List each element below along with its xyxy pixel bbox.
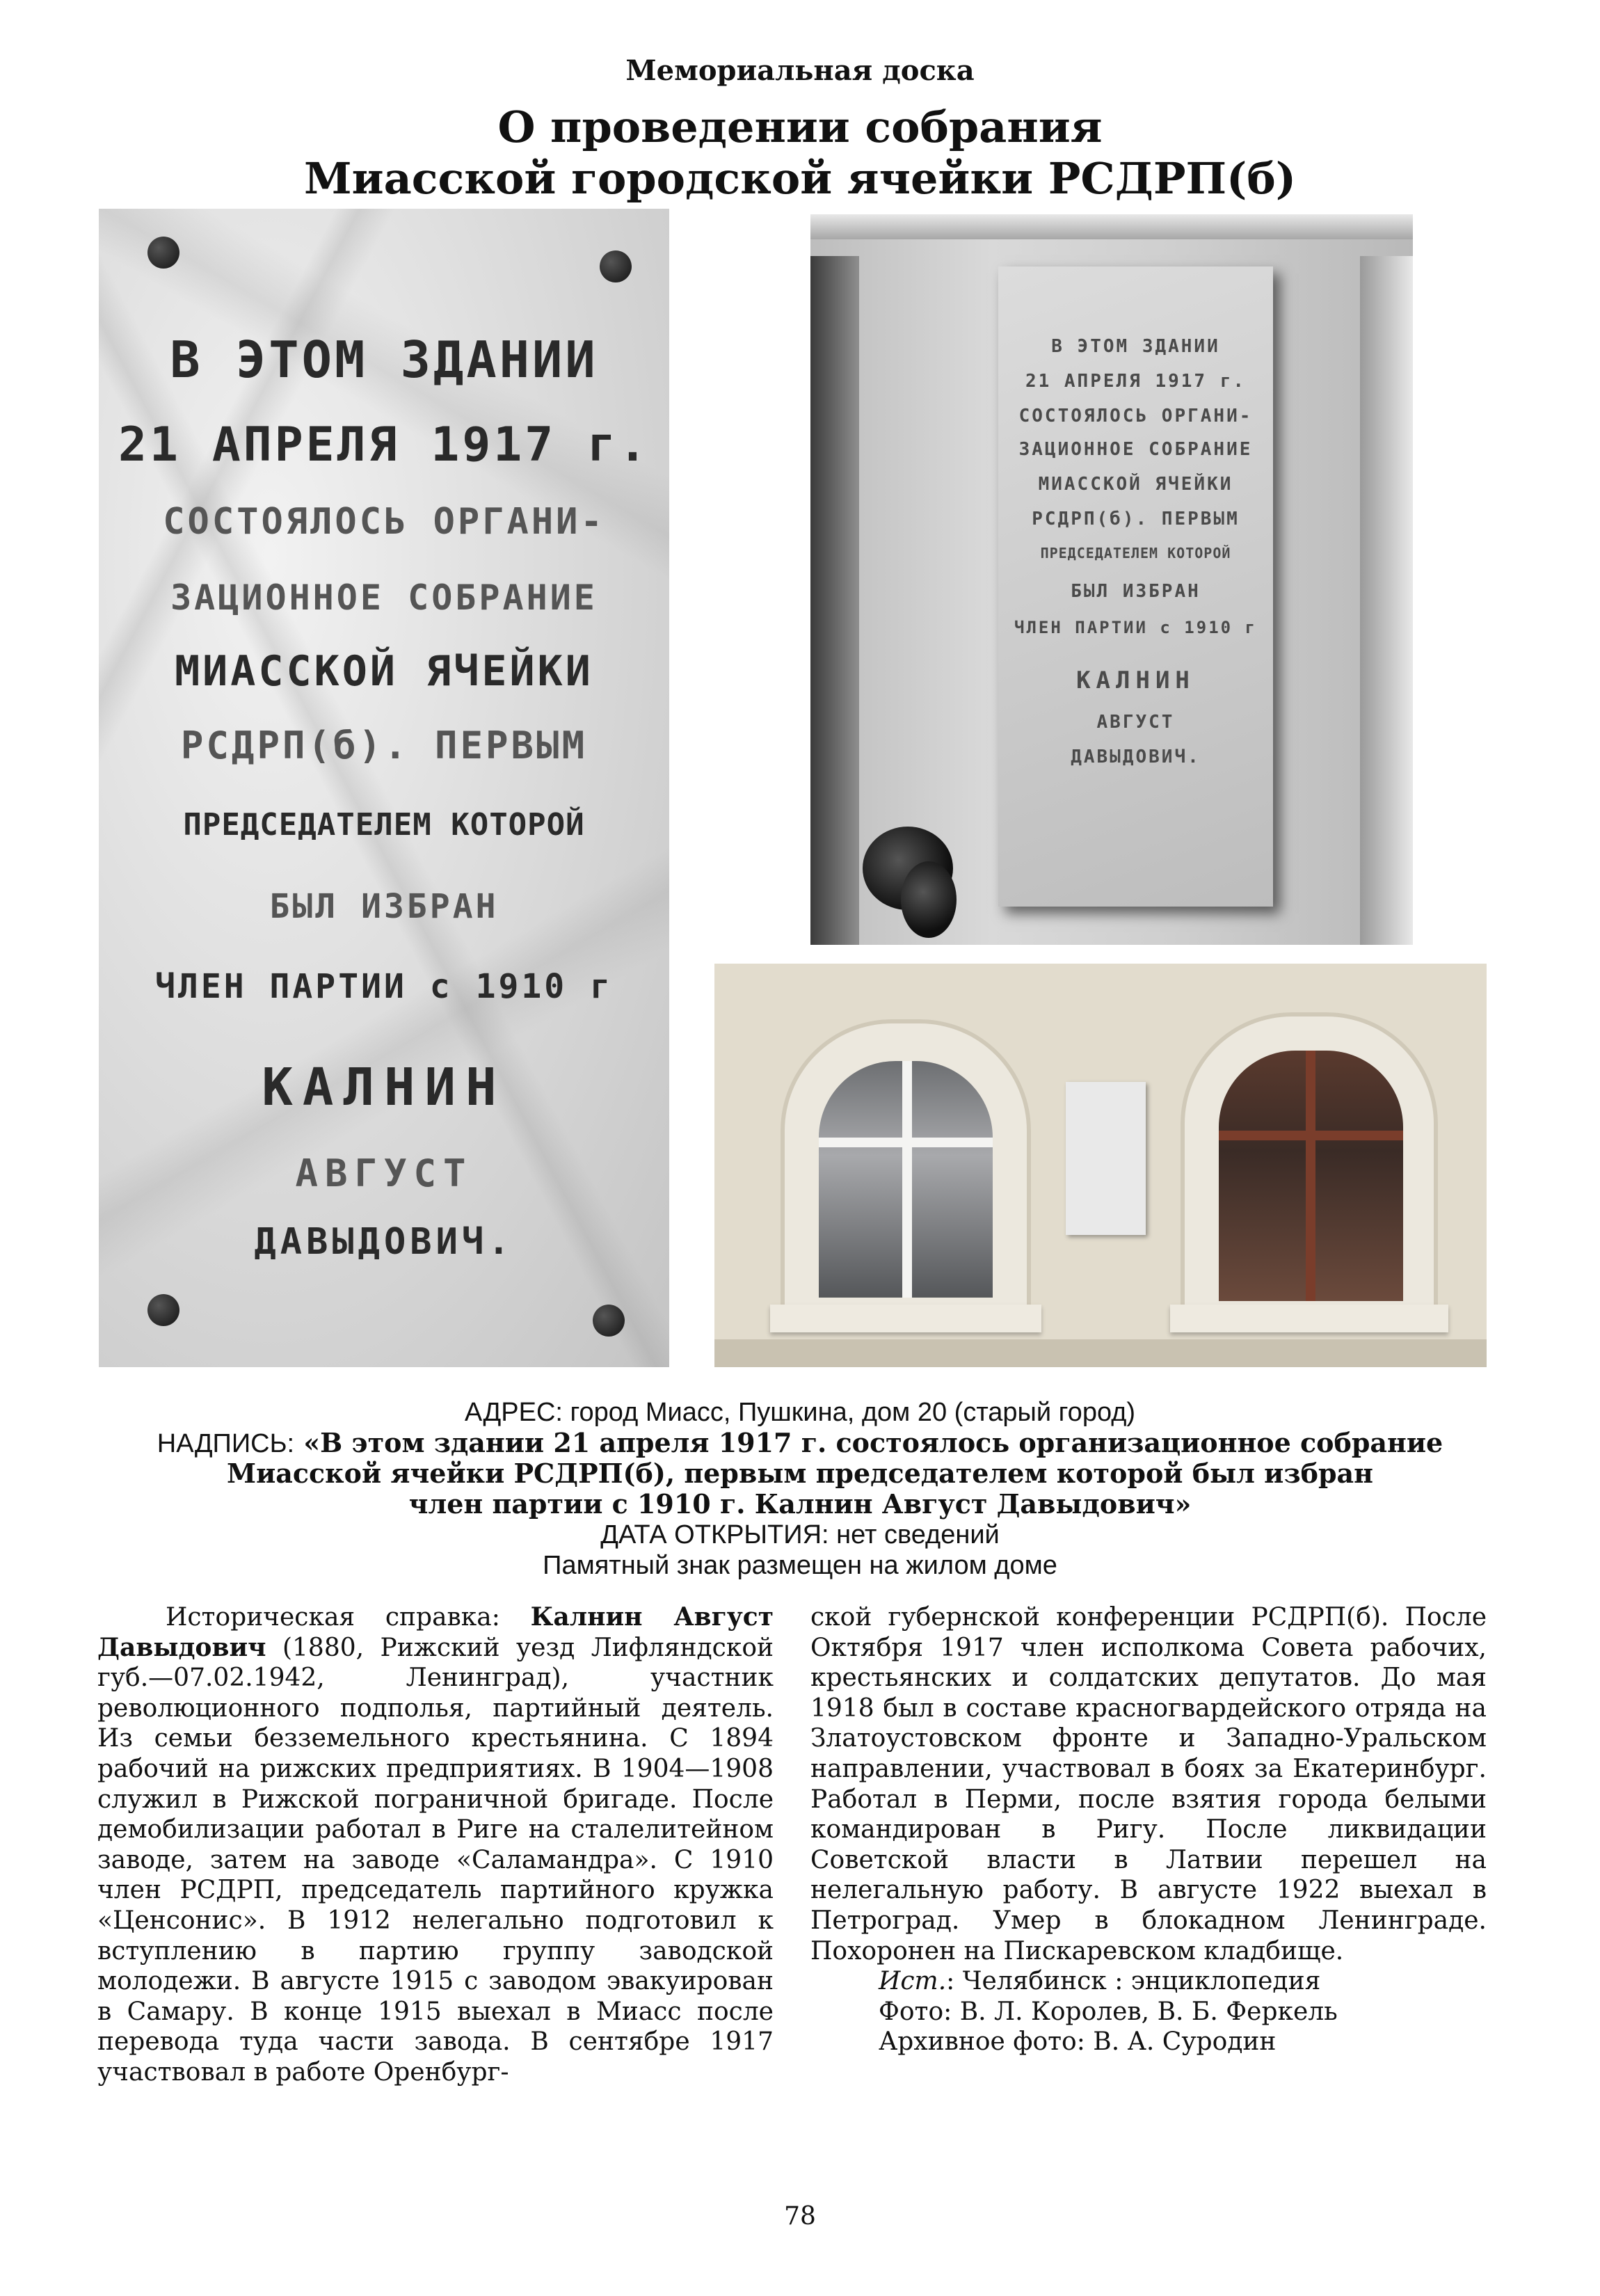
biography-text-1: (1880, Рижский уезд Лифляндской губ.—07.02.1942, Ленинград), участник революционного подполья, партийный деятель. Из семьи безземельного крестьянина. С 1894 рабочий на рижских предприятиях. В 1904—1908 служил в Рижской пограничной бригаде. После демобилизации работал в Риге на сталелитейном заводе, затем на заводе «Саламандра». С 1910 член РСДРП, председатель партийного кружка «Ценсонис». В 1912 нелегально подготовил к вступлению в партию группу заводской молодежи. В августе 1915 с заводом эвакуирован в Самару. В конце 1915 выехал в Миасс после перевода туда части завода. В сентябре 1917 участвовал в работе Оренбург- (97, 1633, 774, 2087)
facade-plaque (1066, 1082, 1146, 1235)
inscription-label: НАДПИСЬ: (157, 1429, 295, 1458)
photo-credit: Фото: В. Л. Королев, В. Б. Феркель (879, 1997, 1338, 2026)
inscription-text-1: «В этом здании 21 апреля 1917 г. состоялось организационное собрание (294, 1427, 1443, 1458)
plaque-line: ПРЕДСЕДАТЕЛЕМ КОТОРОЙ (183, 807, 585, 843)
plaque-closeup-photo (99, 209, 669, 1367)
plaque-line: КАЛНИН (1076, 667, 1195, 694)
plaque-line: ДАВЫДОВИЧ. (1071, 747, 1201, 767)
bolt-bottom-left (147, 1294, 179, 1326)
plaque-line: ЗАЦИОННОЕ СОБРАНИЕ (1018, 439, 1253, 460)
inscription-line-3: член партии с 1910 г. Калнин Август Давыдович» (408, 1488, 1192, 1520)
plaque-line: ПРЕДСЕДАТЕЛЕМ КОТОРОЙ (1040, 545, 1231, 561)
window-frame (810, 256, 859, 945)
bolt-top-right (600, 250, 632, 282)
inscription-line-1 (0, 1428, 1600, 1459)
building-facade-photo (714, 964, 1487, 1367)
archive-photo-credit: Архивное фото: В. А. Суродин (879, 2027, 1277, 2057)
body-column-right (810, 1602, 1487, 2057)
plaque-line: РСДРП(б). ПЕРВЫМ (180, 724, 588, 767)
page-title-line-1: О проведении собрания (497, 102, 1103, 152)
address-label: АДРЕС: (464, 1398, 563, 1427)
plaque-line: ЧЛЕН ПАРТИИ с 1910 г (155, 967, 613, 1006)
flowers (901, 861, 957, 938)
supertitle: Мемориальная доска (625, 54, 975, 87)
address-value: город Миасс, Пушкина, дом 20 (старый город) (562, 1398, 1136, 1427)
plaque-line: КАЛНИН (262, 1058, 506, 1117)
placement-note: Памятный знак размещен на жилом доме (543, 1551, 1057, 1580)
address-line (0, 1397, 1600, 1428)
bolt-top-left (147, 237, 179, 269)
wall-base (714, 1339, 1487, 1367)
source-line (810, 1966, 1487, 1997)
archive-photo (810, 214, 1413, 945)
plaque-line: РСДРП(б). ПЕРВЫМ (1032, 509, 1240, 529)
plaque-line: ДАВЫДОВИЧ. (254, 1221, 514, 1263)
plaque-line: В ЭТОМ ЗДАНИИ (1051, 336, 1220, 357)
left-window-sill (770, 1305, 1041, 1332)
plaque-line: СОСТОЯЛОСЬ ОРГАНИ- (1018, 406, 1253, 426)
biography-paragraph-2: ской губернской конференции РСДРП(б). После Октября 1917 член исполкома Совета рабочих, крестьянских и солдатских депутатов. До мая 1918 был в составе красногвардейского отряда на Златоустовском фронте и Западно-Уральском направлении, участвовал в боях за Екатеринбург. Работал в Перми, после взятия города белыми командирован в Ригу. После ликвидации Советской власти в Латвии перешел на нелегальную работу. В августе 1922 выехал в Петроград. Умер в блокадном Ленинграде. Похоронен на Пискаревском кладбище. (810, 1603, 1487, 1966)
opening-value: нет сведений (829, 1520, 1000, 1549)
person-name: Калнин Август Давыдович (97, 1602, 774, 1662)
plaque-line: МИАССКОЙ ЯЧЕЙКИ (175, 647, 593, 696)
plaque-line: 21 АПРЕЛЯ 1917 г. (118, 417, 650, 472)
archive-plaque (998, 266, 1273, 907)
plaque-line: АВГУСТ (295, 1151, 473, 1195)
source-label: Ист. (879, 1967, 947, 1996)
window-frame (1306, 1051, 1315, 1301)
plaque-line: МИАССКОЙ ЯЧЕЙКИ (1038, 474, 1233, 495)
plaque-line: СОСТОЯЛОСЬ ОРГАНИ- (163, 501, 605, 543)
right-window-sill (1170, 1305, 1448, 1332)
inscription-line-2: Миасской ячейки РСДРП(б), первым председателем которой был избран (227, 1458, 1373, 1489)
intro-label: Историческая справка: (166, 1603, 531, 1632)
page-number: 78 (784, 2202, 816, 2231)
plaque-line: ЗАЦИОННОЕ СОБРАНИЕ (170, 577, 598, 618)
source-value: : Челябинск : энциклопедия (946, 1967, 1321, 1996)
plaque-line: ЧЛЕН ПАРТИИ с 1910 г (1014, 618, 1257, 637)
plaque-line: АВГУСТ (1096, 712, 1175, 733)
page-title-line-2: Миасской городской ячейки РСДРП(б) (303, 153, 1297, 204)
bolt-bottom-right (593, 1305, 625, 1337)
plaque-line: БЫЛ ИЗБРАН (1071, 581, 1201, 602)
opening-date-line (0, 1520, 1600, 1550)
window-frame (1360, 256, 1413, 945)
plaque-line: 21 АПРЕЛЯ 1917 г. (1025, 371, 1247, 392)
wall-molding (810, 214, 1413, 239)
opening-label: ДАТА ОТКРЫТИЯ: (600, 1520, 829, 1549)
plaque-line: В ЭТОМ ЗДАНИИ (170, 330, 598, 389)
biography-paragraph-1 (97, 1602, 774, 2088)
plaque-line: БЫЛ ИЗБРАН (269, 887, 499, 926)
window-frame (902, 1061, 912, 1298)
body-column-left (97, 1602, 774, 2088)
